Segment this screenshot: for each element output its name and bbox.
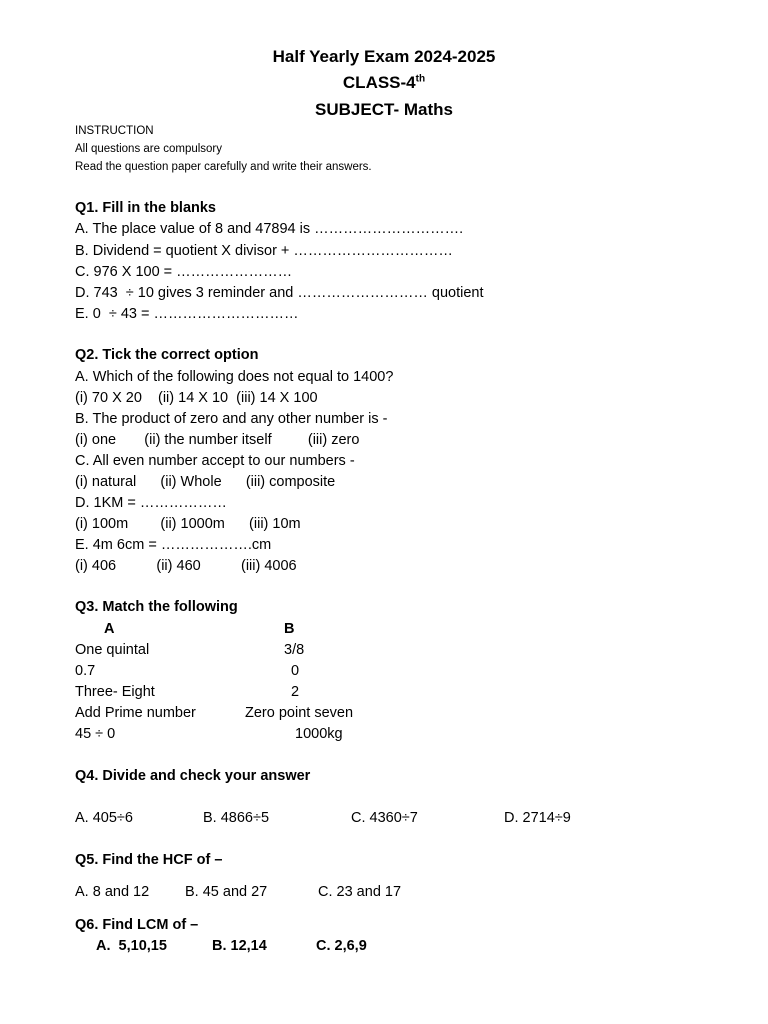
q1-item-c: C. 976 X 100 = …………………… xyxy=(75,264,293,280)
instruction-line-1: All questions are compulsory xyxy=(75,143,223,155)
q5-option-b: B. 45 and 27 xyxy=(185,884,268,900)
q5-title: Q5. Find the HCF of – xyxy=(75,852,223,868)
q3-row-b: 0 xyxy=(291,663,300,679)
q6-option-c: C. 2,6,9 xyxy=(316,938,367,954)
q1-item-b: B. Dividend = quotient X divisor + …………………………… xyxy=(75,243,453,259)
q1-item-e: E. 0 ÷ 43 = ………………………… xyxy=(75,306,299,322)
q3-row-b: 1000kg xyxy=(295,726,343,742)
instruction-line-2: Read the question paper carefully and write their answers. xyxy=(75,161,372,173)
q2-item-c-options: (i) natural (ii) Whole (iii) composite xyxy=(75,474,336,490)
q4-title: Q4. Divide and check your answer xyxy=(75,768,311,784)
q3-title: Q3. Match the following xyxy=(75,599,238,615)
q2-item-b-options: (i) one (ii) the number itself (iii) zero xyxy=(75,432,360,448)
q2-item-d-options: (i) 100m (ii) 1000m (iii) 10m xyxy=(75,516,301,532)
q2-item-e-options: (i) 406 (ii) 460 (iii) 4006 xyxy=(75,558,297,574)
q3-column-b-header: B xyxy=(284,621,295,637)
q2-item-a: A. Which of the following does not equal to 1400? xyxy=(75,369,394,385)
subject-heading: SUBJECT- Maths xyxy=(315,100,453,119)
q5-option-c: C. 23 and 17 xyxy=(318,884,402,900)
q4-option-b: B. 4866÷5 xyxy=(203,810,270,826)
q2-item-b: B. The product of zero and any other number is - xyxy=(75,411,388,427)
q3-row-a: Add Prime number xyxy=(75,705,196,721)
q2-title: Q2. Tick the correct option xyxy=(75,347,259,363)
class-heading xyxy=(0,73,768,93)
q2-item-d: D. 1KM = ……………… xyxy=(75,495,227,511)
q4-option-c: C. 4360÷7 xyxy=(351,810,418,826)
q3-row-a: One quintal xyxy=(75,642,150,658)
q3-row-a: 45 ÷ 0 xyxy=(75,726,116,742)
q3-column-a-header: A xyxy=(104,621,115,637)
q1-title: Q1. Fill in the blanks xyxy=(75,200,216,216)
q6-option-b: B. 12,14 xyxy=(212,938,267,954)
q4-option-a: A. 405÷6 xyxy=(75,810,133,826)
q2-item-a-options: (i) 70 X 20 (ii) 14 X 10 (iii) 14 X 100 xyxy=(75,390,318,406)
q4-option-d: D. 2714÷9 xyxy=(504,810,571,826)
q3-row-b: 2 xyxy=(291,684,300,700)
q5-option-a: A. 8 and 12 xyxy=(75,884,150,900)
q6-option-a: A. 5,10,15 xyxy=(96,938,167,954)
exam-title: Half Yearly Exam 2024-2025 xyxy=(272,47,496,66)
q6-title: Q6. Find LCM of – xyxy=(75,917,199,933)
q3-row-a: Three- Eight xyxy=(75,684,155,700)
class-superscript: th xyxy=(415,73,426,85)
class-label: CLASS-4 xyxy=(342,73,416,92)
q2-item-c: C. All even number accept to our numbers - xyxy=(75,453,355,469)
q3-row-b: Zero point seven xyxy=(245,705,354,721)
q1-item-d: D. 743 ÷ 10 gives 3 reminder and ……………………… quotient xyxy=(75,285,484,301)
q3-row-b: 3/8 xyxy=(284,642,305,658)
instruction-heading: INSTRUCTION xyxy=(75,125,154,137)
q2-item-e: E. 4m 6cm = ……………….cm xyxy=(75,537,272,553)
q3-row-a: 0.7 xyxy=(75,663,96,679)
q1-item-a: A. The place value of 8 and 47894 is …………………………. xyxy=(75,221,464,237)
